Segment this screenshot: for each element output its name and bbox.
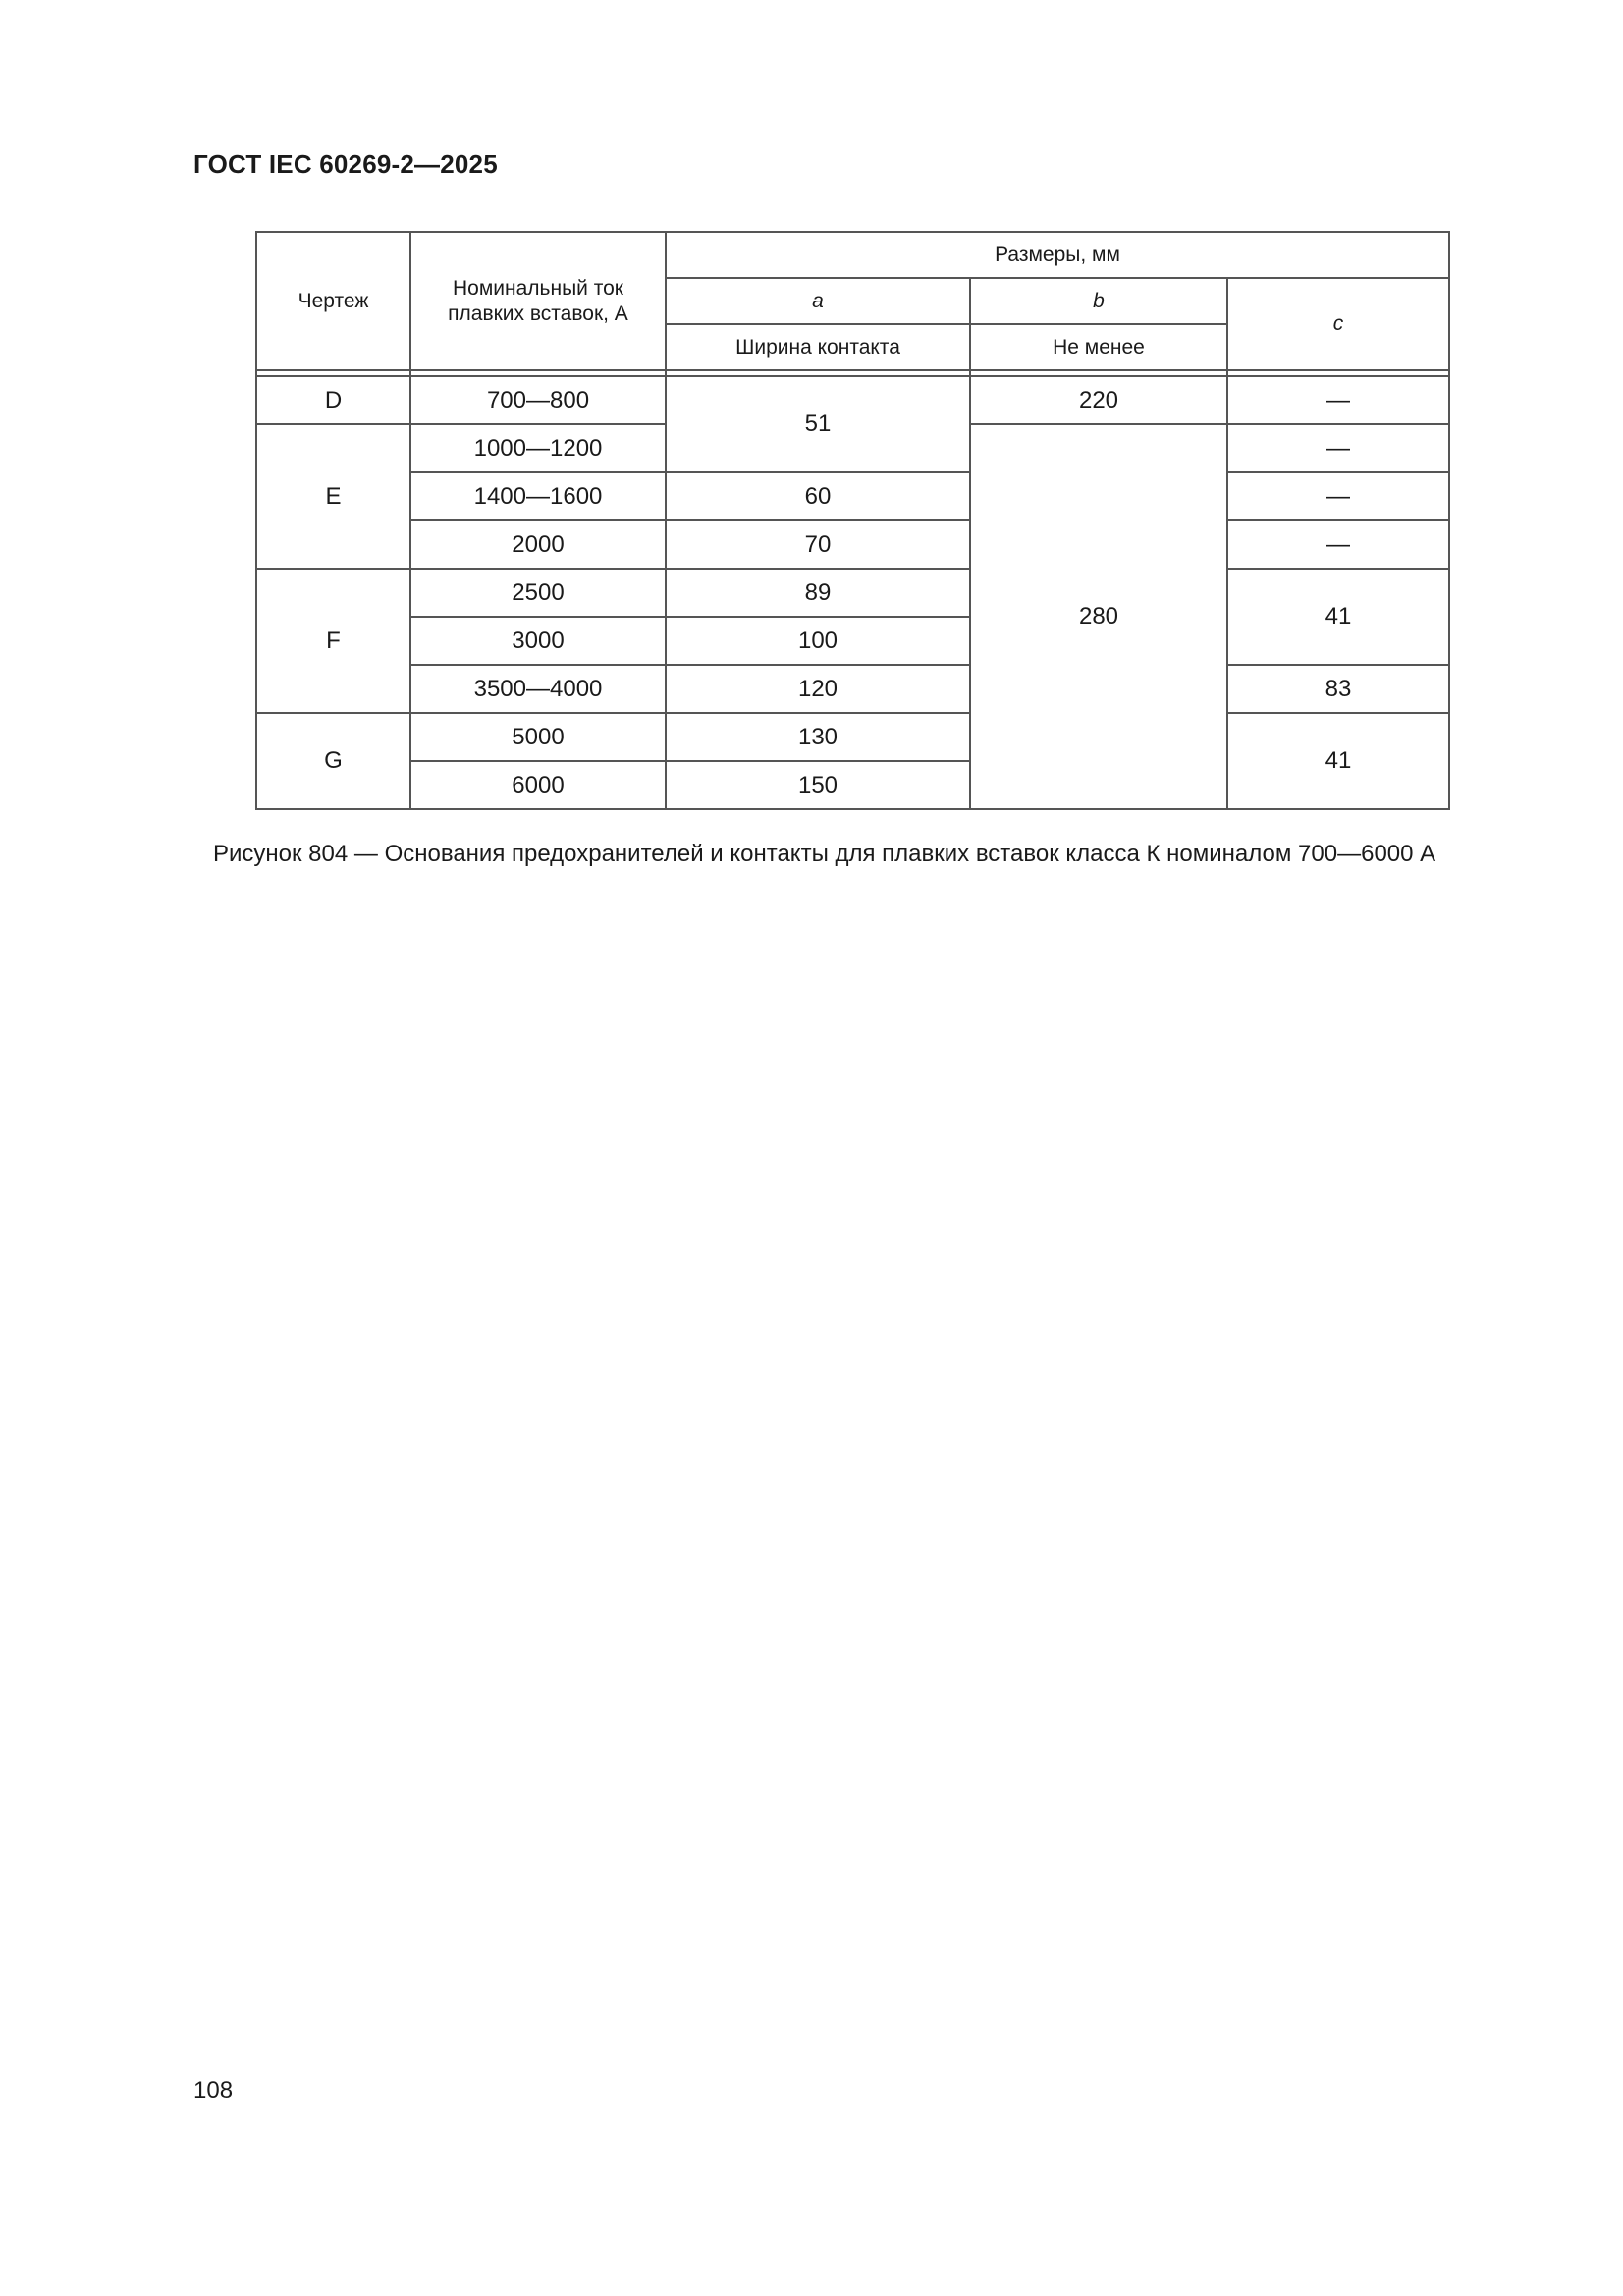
cell-a: 51 [666, 376, 970, 472]
cell-a: 89 [666, 569, 970, 617]
header-not-less: Не менее [970, 324, 1227, 370]
header-contact-width: Ширина контакта [666, 324, 970, 370]
cell-drawing: G [256, 713, 410, 809]
cell-c: — [1227, 424, 1449, 472]
header-dim-b: b [970, 278, 1227, 324]
table-row [256, 569, 1449, 617]
cell-b: 220 [970, 376, 1227, 424]
cell-current: 2500 [410, 569, 666, 617]
table-row [256, 665, 1449, 713]
header-rated-current: Номинальный ток плавких вставок, А [410, 232, 666, 370]
table-row [256, 472, 1449, 520]
cell-c: — [1227, 376, 1449, 424]
cell-a: 60 [666, 472, 970, 520]
table-row [256, 520, 1449, 569]
table-row [256, 376, 1449, 424]
header-dimensions: Размеры, мм [666, 232, 1449, 278]
cell-a: 150 [666, 761, 970, 809]
cell-a: 100 [666, 617, 970, 665]
cell-drawing: F [256, 569, 410, 713]
cell-drawing: E [256, 424, 410, 569]
cell-current: 2000 [410, 520, 666, 569]
cell-current: 1400—1600 [410, 472, 666, 520]
cell-current: 3000 [410, 617, 666, 665]
cell-a: 120 [666, 665, 970, 713]
table-row [256, 713, 1449, 761]
figure-caption: Рисунок 804 — Основания предохранителей и контакты для плавких вставок класса К номиналом 700—6000 А [213, 841, 1436, 867]
cell-current: 700—800 [410, 376, 666, 424]
cell-current: 1000—1200 [410, 424, 666, 472]
cell-current: 3500—4000 [410, 665, 666, 713]
cell-b: 280 [970, 424, 1227, 809]
dimensions-table [255, 231, 1450, 810]
cell-c: — [1227, 520, 1449, 569]
cell-current: 6000 [410, 761, 666, 809]
cell-a: 130 [666, 713, 970, 761]
page-number: 108 [193, 2077, 234, 2104]
cell-c: 41 [1227, 569, 1449, 665]
cell-c: 41 [1227, 713, 1449, 809]
cell-drawing: D [256, 376, 410, 424]
document-header: ГОСТ IEC 60269-2—2025 [193, 149, 498, 179]
header-drawing: Чертеж [256, 232, 410, 370]
header-dim-a: a [666, 278, 970, 324]
header-dim-c: c [1227, 278, 1449, 370]
cell-current: 5000 [410, 713, 666, 761]
cell-c: — [1227, 472, 1449, 520]
cell-a: 70 [666, 520, 970, 569]
cell-c: 83 [1227, 665, 1449, 713]
